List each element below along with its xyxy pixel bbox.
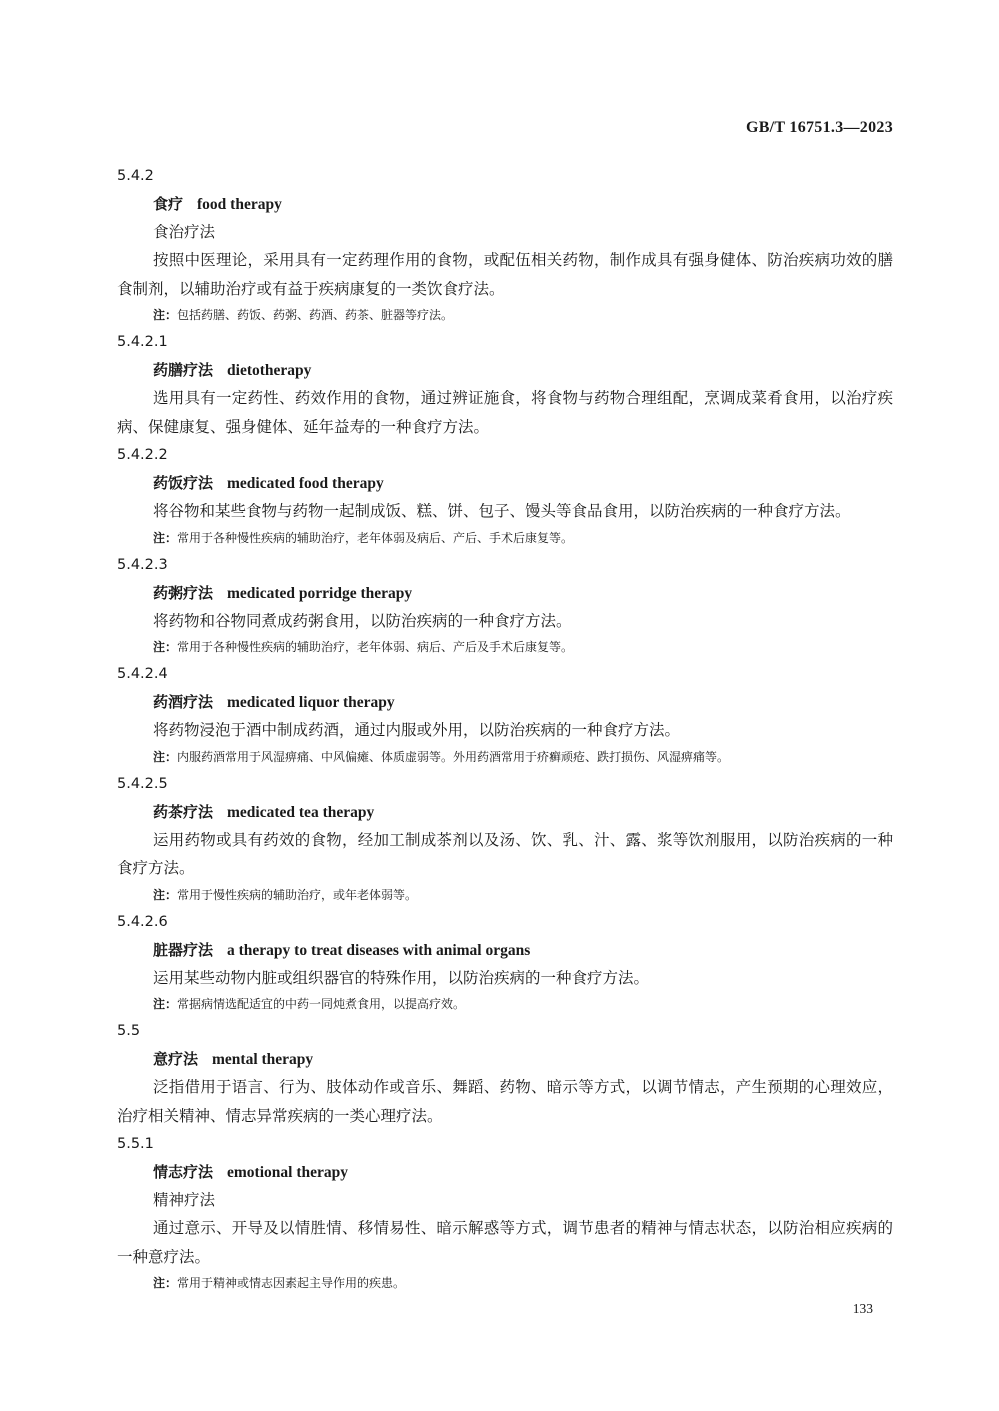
note-label: 注： — [153, 308, 178, 322]
term-en: dietotherapy — [227, 362, 312, 379]
page-header-standard-code: GB/T 16751.3—2023 — [745, 119, 893, 136]
note-text: 包括药膳、药饭、药粥、药酒、药茶、脏器等疗法。 — [177, 308, 454, 322]
term-note — [117, 526, 893, 551]
term-heading — [117, 688, 893, 716]
term-zh: 药膳疗法 — [153, 361, 214, 379]
clause-5-4-2-6 — [117, 908, 893, 1018]
note-label: 注： — [153, 887, 178, 902]
term-note — [117, 992, 893, 1017]
term-heading — [117, 1045, 893, 1073]
note-label: 注： — [153, 530, 178, 545]
document-body — [117, 162, 893, 1296]
clause-5-4-2-4 — [117, 660, 893, 770]
note-text: 内服药酒常用于风湿痹痛、中风偏瘫、体质虚弱等。外用药酒常用于疥癣顽疮、跌打损伤、风湿痹痛等。 — [177, 749, 730, 764]
term-note — [117, 745, 893, 770]
note-text: 常用于慢性疾病的辅助治疗，或年老体弱等。 — [177, 887, 418, 902]
term-heading — [117, 798, 893, 826]
term-heading — [117, 356, 893, 384]
clause-number: 5.4.2.6 — [117, 913, 168, 930]
clause-5-4-2 — [117, 162, 893, 328]
term-en: medicated food therapy — [227, 475, 384, 492]
term-definition: 通过意示、开导及以情胜情、移情易性、暗示解惑等方式，调节患者的精神与情志状态，以防治相应疾病的一种意疗法。 — [117, 1219, 893, 1266]
note-label: 注： — [153, 1276, 178, 1290]
term-heading — [117, 190, 893, 218]
clause-number: 5.4.2.4 — [117, 666, 168, 682]
term-zh: 药粥疗法 — [153, 583, 214, 602]
term-heading — [117, 579, 893, 607]
term-en: a therapy to treat diseases with animal organs — [227, 941, 531, 959]
term-definition: 泛指借用于语言、行为、肢体动作或音乐、舞蹈、药物、暗示等方式，以调节情志，产生预期的心理效应，治疗相关精神、情志异常疾病的一类心理疗法。 — [117, 1078, 893, 1125]
term-en: emotional therapy — [227, 1164, 348, 1181]
note-text: 常用于各种慢性疾病的辅助治疗，老年体弱及病后、产后、手术后康复等。 — [177, 530, 574, 545]
clause-5-4-2-2 — [117, 441, 893, 551]
term-note — [117, 883, 893, 908]
clause-5-4-2-1 — [117, 328, 893, 441]
note-text: 常用于各种慢性疾病的辅助治疗，老年体弱、病后、产后及手术后康复等。 — [177, 640, 574, 654]
note-text: 常用于精神或情志因素起主导作用的疾患。 — [177, 1276, 406, 1290]
clause-5-5-1 — [117, 1130, 893, 1296]
term-heading — [117, 936, 893, 964]
term-en: medicated porridge therapy — [227, 584, 413, 602]
term-note — [117, 1271, 893, 1296]
term-en: mental therapy — [212, 1051, 314, 1068]
clause-number: 5.5.1 — [117, 1136, 154, 1152]
note-label: 注： — [153, 749, 178, 764]
clause-5-4-2-3 — [117, 551, 893, 661]
term-zh: 食疗 — [153, 195, 184, 213]
term-zh: 情志疗法 — [153, 1163, 214, 1181]
term-zh: 药茶疗法 — [153, 802, 214, 821]
term-heading — [117, 1158, 893, 1186]
clause-5-4-2-5 — [117, 770, 893, 908]
page-number: 133 — [852, 1301, 873, 1316]
clause-5-5 — [117, 1017, 893, 1130]
term-note — [117, 635, 893, 660]
term-en: medicated liquor therapy — [227, 694, 395, 711]
term-definition: 运用某些动物内脏或组织器官的特殊作用，以防治疾病的一种食疗方法。 — [153, 968, 650, 987]
clause-number: 5.4.2.1 — [117, 334, 168, 350]
term-definition: 运用药物或具有药效的食物，经加工制成茶剂以及汤、饮、乳、汁、露、浆等饮剂服用，以防治疾病的一种食疗方法。 — [117, 830, 893, 877]
term-zh: 药饭疗法 — [153, 474, 214, 492]
note-text: 常据病情选配适宜的中药一同炖煮食用，以提高疗效。 — [177, 997, 466, 1011]
term-zh: 意疗法 — [153, 1050, 199, 1068]
note-label: 注： — [153, 640, 178, 654]
note-label: 注： — [153, 997, 178, 1011]
term-en: medicated tea therapy — [227, 803, 375, 821]
term-heading — [117, 469, 893, 497]
term-definition: 将药物浸泡于酒中制成药酒，通过内服或外用，以防治疾病的一种食疗方法。 — [153, 721, 681, 739]
clause-number: 5.4.2.2 — [117, 447, 168, 463]
clause-number: 5.4.2.5 — [117, 775, 168, 792]
term-zh: 脏器疗法 — [153, 940, 214, 959]
term-definition: 将谷物和某些食物与药物一起制成饭、糕、饼、包子、馒头等食品食用，以防治疾病的一种食疗方法。 — [153, 502, 851, 520]
clause-number: 5.4.2 — [117, 168, 154, 184]
term-definition: 选用具有一定药性、药效作用的食物，通过辨证施食，将食物与药物合理组配，烹调成菜肴食用，以治疗疾病、保健康复、强身健体、延年益寿的一种食疗方法。 — [117, 389, 893, 436]
term-definition: 将药物和谷物同煮成药粥食用，以防治疾病的一种食疗方法。 — [153, 611, 572, 630]
term-definition: 按照中医理论，采用具有一定药理作用的食物，或配伍相关药物，制作成具有强身健体、防治疾病功效的膳食制剂，以辅助治疗或有益于疾病康复的一类饮食疗法。 — [117, 251, 893, 298]
term-note — [117, 303, 893, 328]
term-en: food therapy — [197, 196, 282, 213]
clause-number: 5.5 — [117, 1023, 141, 1039]
term-zh: 药酒疗法 — [153, 693, 214, 711]
term-synonym: 食治疗法 — [153, 223, 216, 241]
clause-number: 5.4.2.3 — [117, 556, 168, 573]
term-synonym: 精神疗法 — [153, 1191, 216, 1209]
